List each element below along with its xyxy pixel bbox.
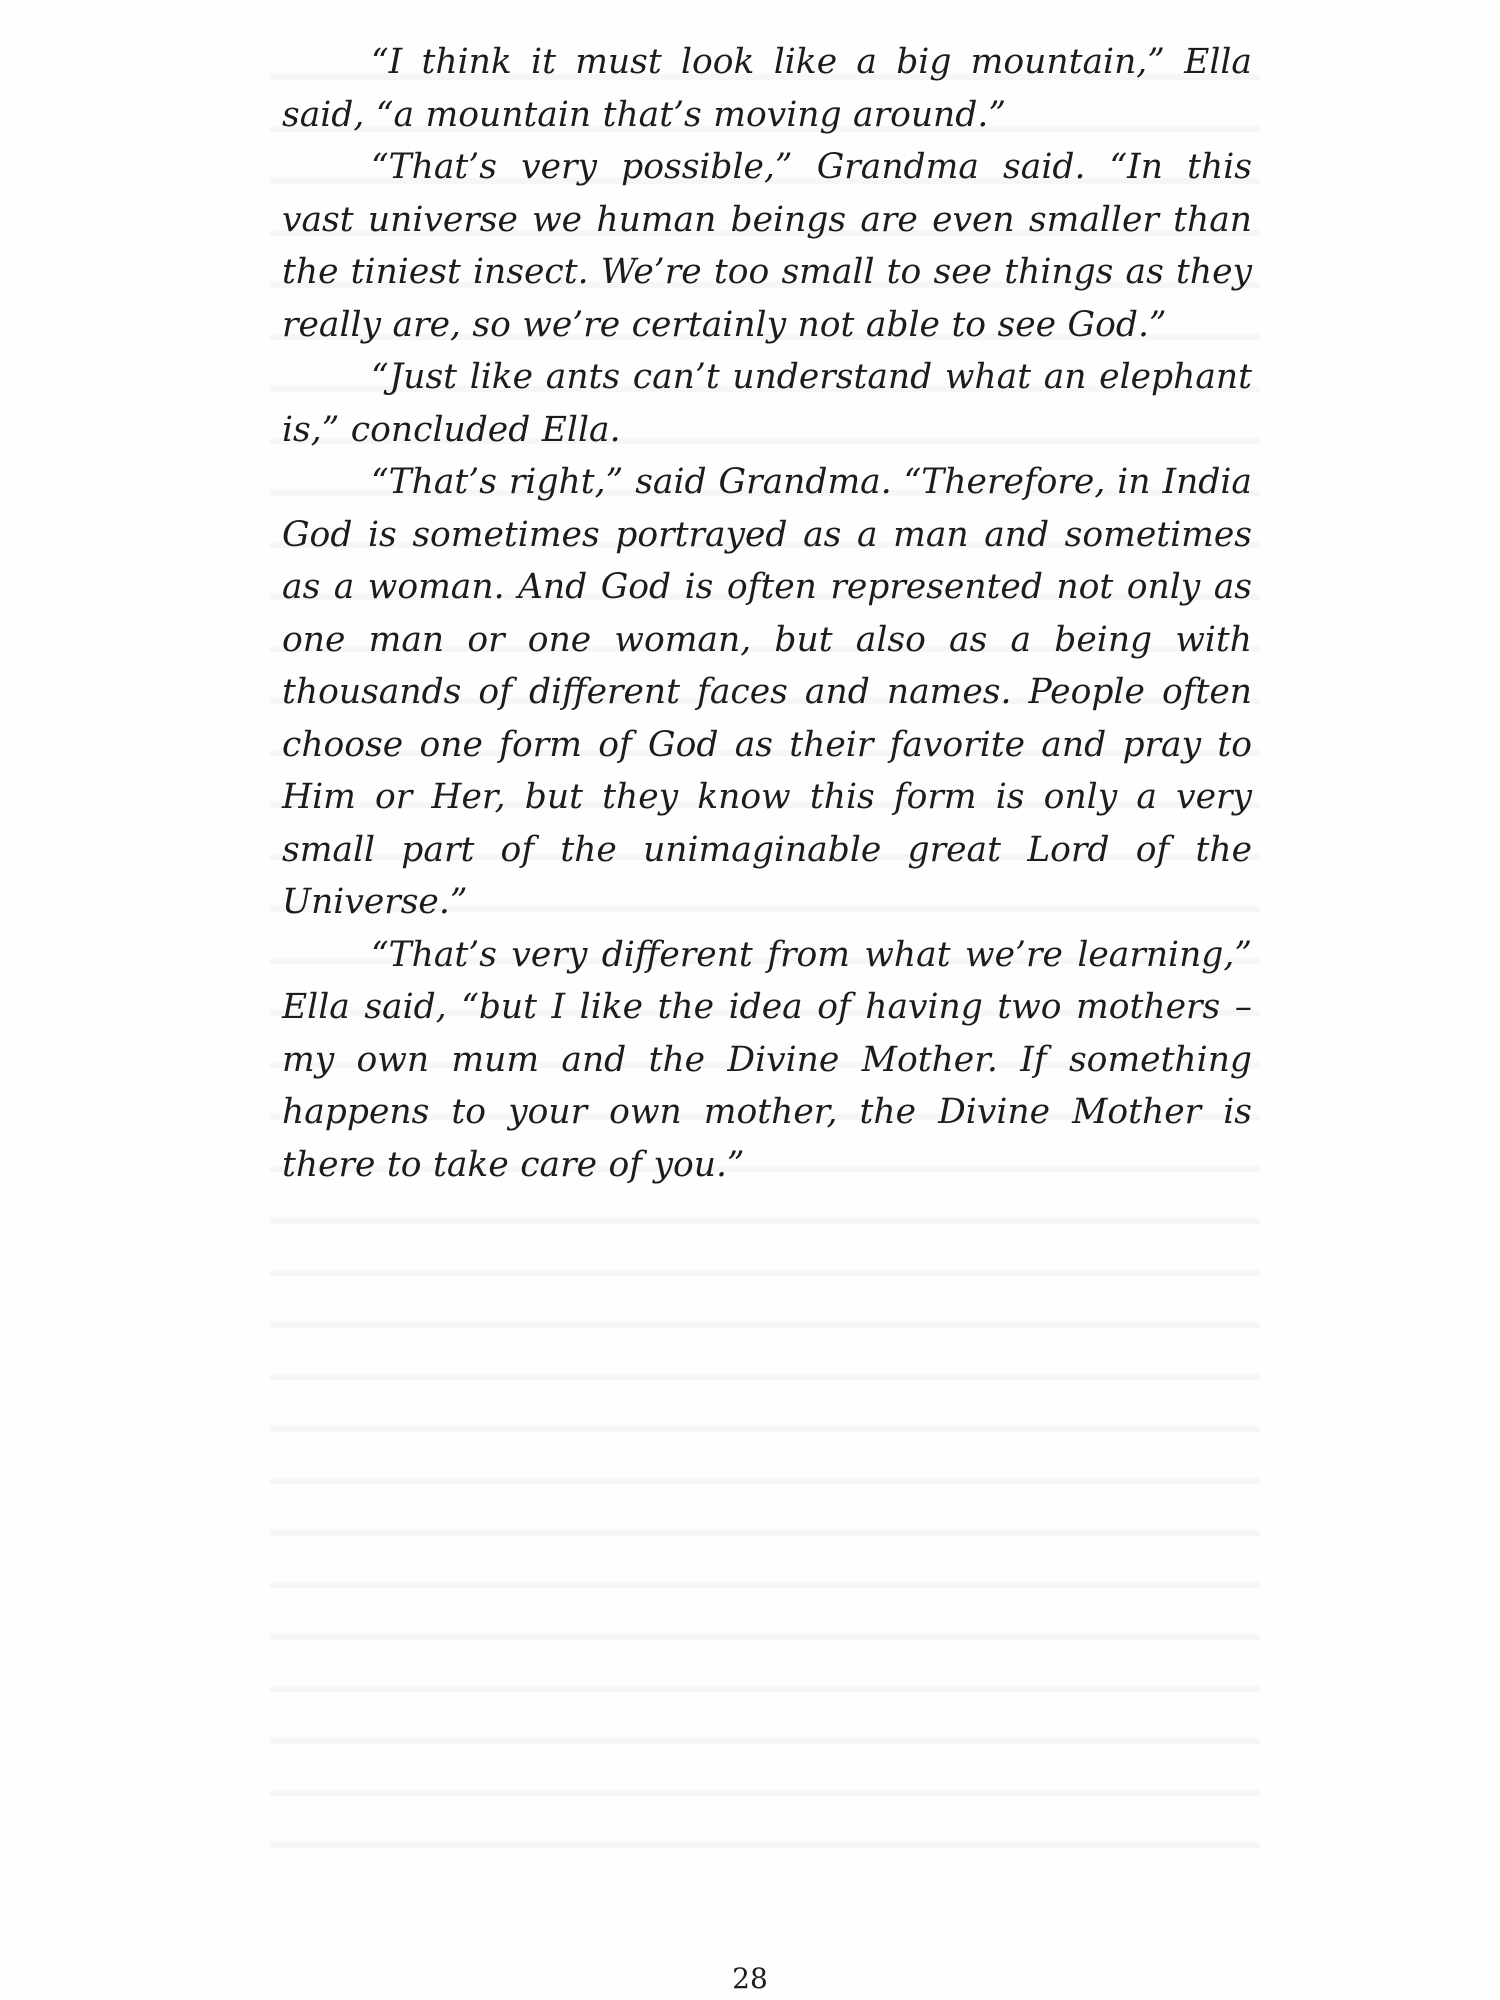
paragraph: “That’s right,” said Grandma. “Therefore, in India God is sometimes portrayed as a man and sometimes as a woman. And God is often represented not only as one man or one woman, but also as a being with thousands of different faces and names. People often choose one form of God as their favorite and pray to Him or Her, but they know this form is only a very small part of the unimaginable great Lord of the Universe.”	[282, 462, 1252, 922]
paragraph: “Just like ants can’t understand what an elephant is,” concluded Ella.	[282, 357, 1252, 450]
paragraph: “That’s very possible,” Grandma said. “In this vast universe we human beings are even smaller than the tiniest insect. We’re too small to see things as they really are, so we’re certainly not able to see God.”	[282, 147, 1252, 345]
paragraph: “I think it must look like a big mountain,” Ella said, “a mountain that’s moving around.”	[282, 42, 1252, 135]
paragraph: “That’s very different from what we’re learning,” Ella said, “but I like the idea of having two mothers – my own mum and the Divine Mother. If something happens to your own mother, the Divine Mother is there to take care of you.”	[282, 934, 1252, 1185]
body-text	[282, 36, 1252, 1191]
page-number: 28	[732, 1962, 768, 1995]
